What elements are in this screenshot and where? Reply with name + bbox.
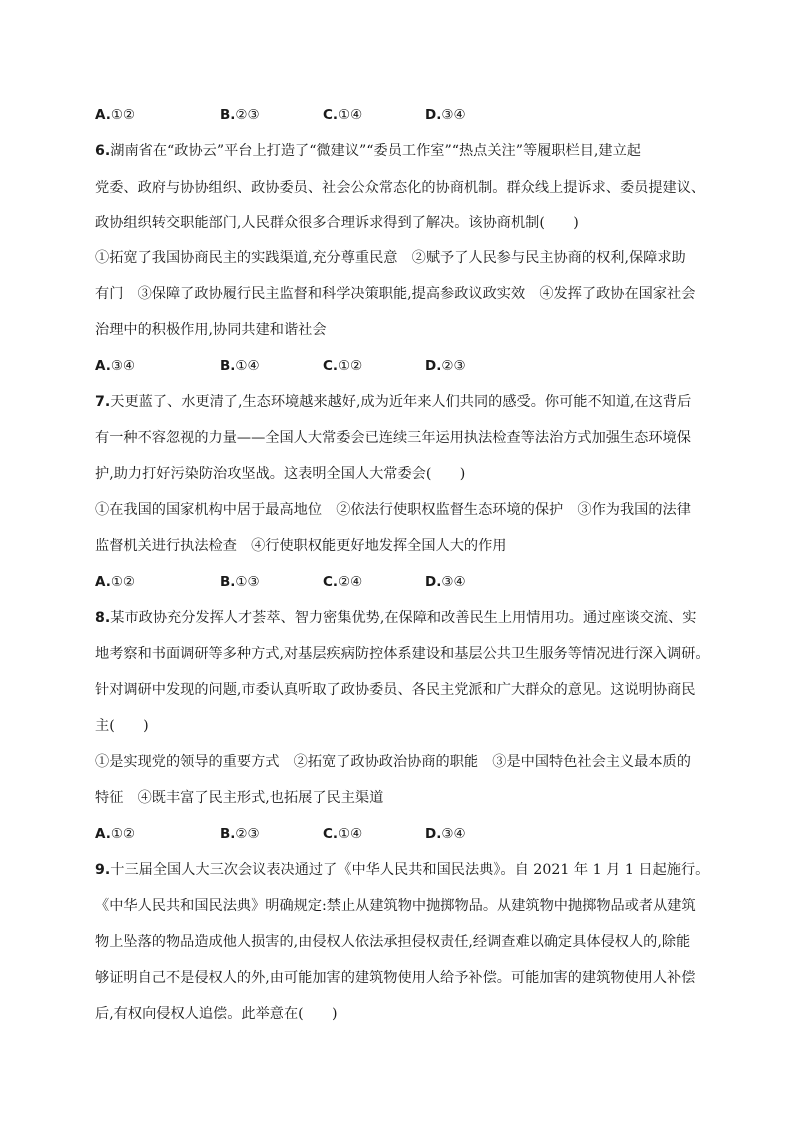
q8-statement-line-2: 特征 ④既丰富了民主形式,也拓展了民主渠道: [95, 790, 384, 806]
q7-option-d[interactable]: D.③④: [425, 574, 466, 590]
q6-option-a[interactable]: A.③④: [95, 358, 136, 374]
q6-stem-line-2: 党委、政府与协协组织、政协委员、社会公众常态化的协商机制。群众线上提诉求、委员提建议、: [95, 180, 706, 196]
q7-option-b[interactable]: B.①③: [220, 574, 260, 590]
q7-stem-line-2: 有一种不容忽视的力量——全国人大常委会已连续三年运用执法检查等法治方式加强生态环境保: [95, 430, 691, 446]
q6-number: 6.: [95, 143, 111, 159]
q6-statement-line-3: 治理中的积极作用,协同共建和谐社会: [95, 322, 327, 338]
q6-stem-line-3: 政协组织转交职能部门,人民群众很多合理诉求得到了解决。该协商机制( ): [95, 215, 579, 231]
q7-number: 7.: [95, 394, 111, 410]
q8-option-d[interactable]: D.③④: [425, 826, 466, 842]
q7-option-c[interactable]: C.②④: [323, 574, 363, 590]
q8-stem-line-3: 针对调研中发现的问题,市委认真听取了政协委员、各民主党派和广大群众的意见。这说明协商民: [95, 682, 696, 698]
q7-statement-line-2: 监督机关进行执法检查 ④行使职权能更好地发挥全国人大的作用: [95, 538, 507, 554]
q8-number: 8.: [95, 610, 111, 626]
q8-stem-line-4: 主( ): [95, 718, 149, 734]
q8-option-b[interactable]: B.②③: [220, 826, 260, 842]
q6-statement-line-1: ①拓宽了我国协商民主的实践渠道,充分尊重民意 ②赋予了人民参与民主协商的权利,保障求助: [95, 250, 686, 266]
q9-stem-line-1: 9.十三届全国人大三次会议表决通过了《中华人民共和国民法典》。自 2021 年 1 月 1 日起施行。: [95, 862, 710, 878]
q9-stem-line-5: 后,有权向侵权人追偿。此举意在( ): [95, 1006, 338, 1022]
q5-option-c[interactable]: C.①④: [323, 107, 363, 123]
q8-option-a[interactable]: A.①②: [95, 826, 136, 842]
q7-statement-line-1: ①在我国的国家机构中居于最高地位 ②依法行使职权监督生态环境的保护 ③作为我国的法律: [95, 502, 691, 518]
q6-option-c[interactable]: C.①②: [323, 358, 363, 374]
q9-number: 9.: [95, 862, 111, 878]
q5-option-a[interactable]: A.①②: [95, 107, 136, 123]
q6-statement-line-2: 有门 ③保障了政协履行民主监督和科学决策职能,提高参政议政实效 ④发挥了政协在国家社会: [95, 286, 696, 302]
q9-stem-line-2: 《中华人民共和国民法典》明确规定:禁止从建筑物中抛掷物品。从建筑物中抛掷物品或者从建筑: [95, 898, 696, 914]
q6-option-b[interactable]: B.①④: [220, 358, 260, 374]
q8-option-c[interactable]: C.①④: [323, 826, 363, 842]
q5-option-d[interactable]: D.③④: [425, 107, 466, 123]
q5-option-b[interactable]: B.②③: [220, 107, 260, 123]
q7-option-a[interactable]: A.①②: [95, 574, 136, 590]
q8-stem-line-1: 8.某市政协充分发挥人才荟萃、智力密集优势,在保障和改善民生上用情用功。通过座谈交流、实: [95, 610, 697, 626]
q7-stem-line-1: 7.天更蓝了、水更清了,生态环境越来越好,成为近年来人们共同的感受。你可能不知道,在这背后: [95, 394, 692, 410]
q8-statement-line-1: ①是实现党的领导的重要方式 ②拓宽了政协政治协商的职能 ③是中国特色社会主义最本质的: [95, 754, 691, 770]
q7-stem-line-3: 护,助力打好污染防治攻坚战。这表明全国人大常委会( ): [95, 466, 466, 482]
q9-stem-line-4: 够证明自己不是侵权人的外,由可能加害的建筑物使用人给予补偿。可能加害的建筑物使用人补偿: [95, 970, 696, 986]
q6-option-d[interactable]: D.②③: [425, 358, 466, 374]
q6-stem-line-1: 6.湖南省在“政协云”平台上打造了“微建议”“委员工作室”“热点关注”等履职栏目,建立起: [95, 143, 641, 159]
q8-stem-line-2: 地考察和书面调研等多种方式,对基层疾病防控体系建设和基层公共卫生服务等情况进行深入调研。: [95, 646, 710, 662]
q9-stem-line-3: 物上坠落的物品造成他人损害的,由侵权人依法承担侵权责任,经调查难以确定具体侵权人的,除能: [95, 934, 691, 950]
